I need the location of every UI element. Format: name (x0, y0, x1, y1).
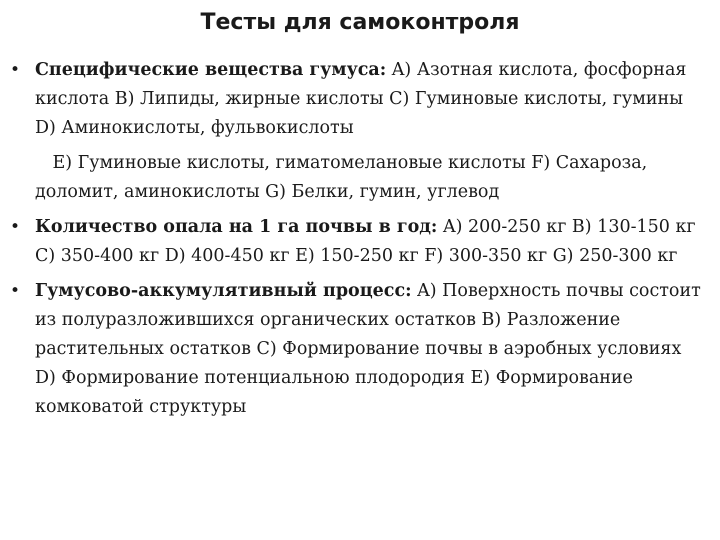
answer-options: A) Поверхность почвы состоит из полуразложившихся органических остатков B) Разложение растительных остатков C) Формирование почвы в аэробных условиях D) Формирование потенциальною плодородия E) Формирование комковатой структуры (35, 281, 701, 417)
bullet-icon: • (10, 281, 21, 301)
question-list (10, 56, 706, 428)
bullet-icon: • (10, 60, 21, 80)
question-item (10, 213, 706, 271)
answer-options: A) 200-250 кг B) 130-150 кг C) 350-400 кг D) 400-450 кг E) 150-250 кг F) 300-350 кг G) 250-300 кг (35, 217, 696, 266)
bullet-icon: • (10, 217, 21, 237)
answer-continuation: E) Гуминовые кислоты, гиматомелановые кислоты F) Сахароза, доломит, аминокислоты G) Белки, гумин, углевод (35, 153, 648, 202)
question-text: Специфические вещества гумуса: (35, 60, 387, 80)
question-item (10, 56, 706, 143)
answer-options: A) Азотная кислота, фосфорная кислота B) Липиды, жирные кислоты C) Гуминовые кислоты, гумины D) Аминокислоты, фульвокислоты (35, 60, 687, 138)
question-text: Количество опала на 1 га почвы в год: (35, 217, 438, 237)
question-text: Гумусово-аккумулятивный процесс: (35, 281, 412, 301)
slide-title: Тесты для самоконтроля (200, 10, 520, 35)
question-item (10, 277, 706, 422)
